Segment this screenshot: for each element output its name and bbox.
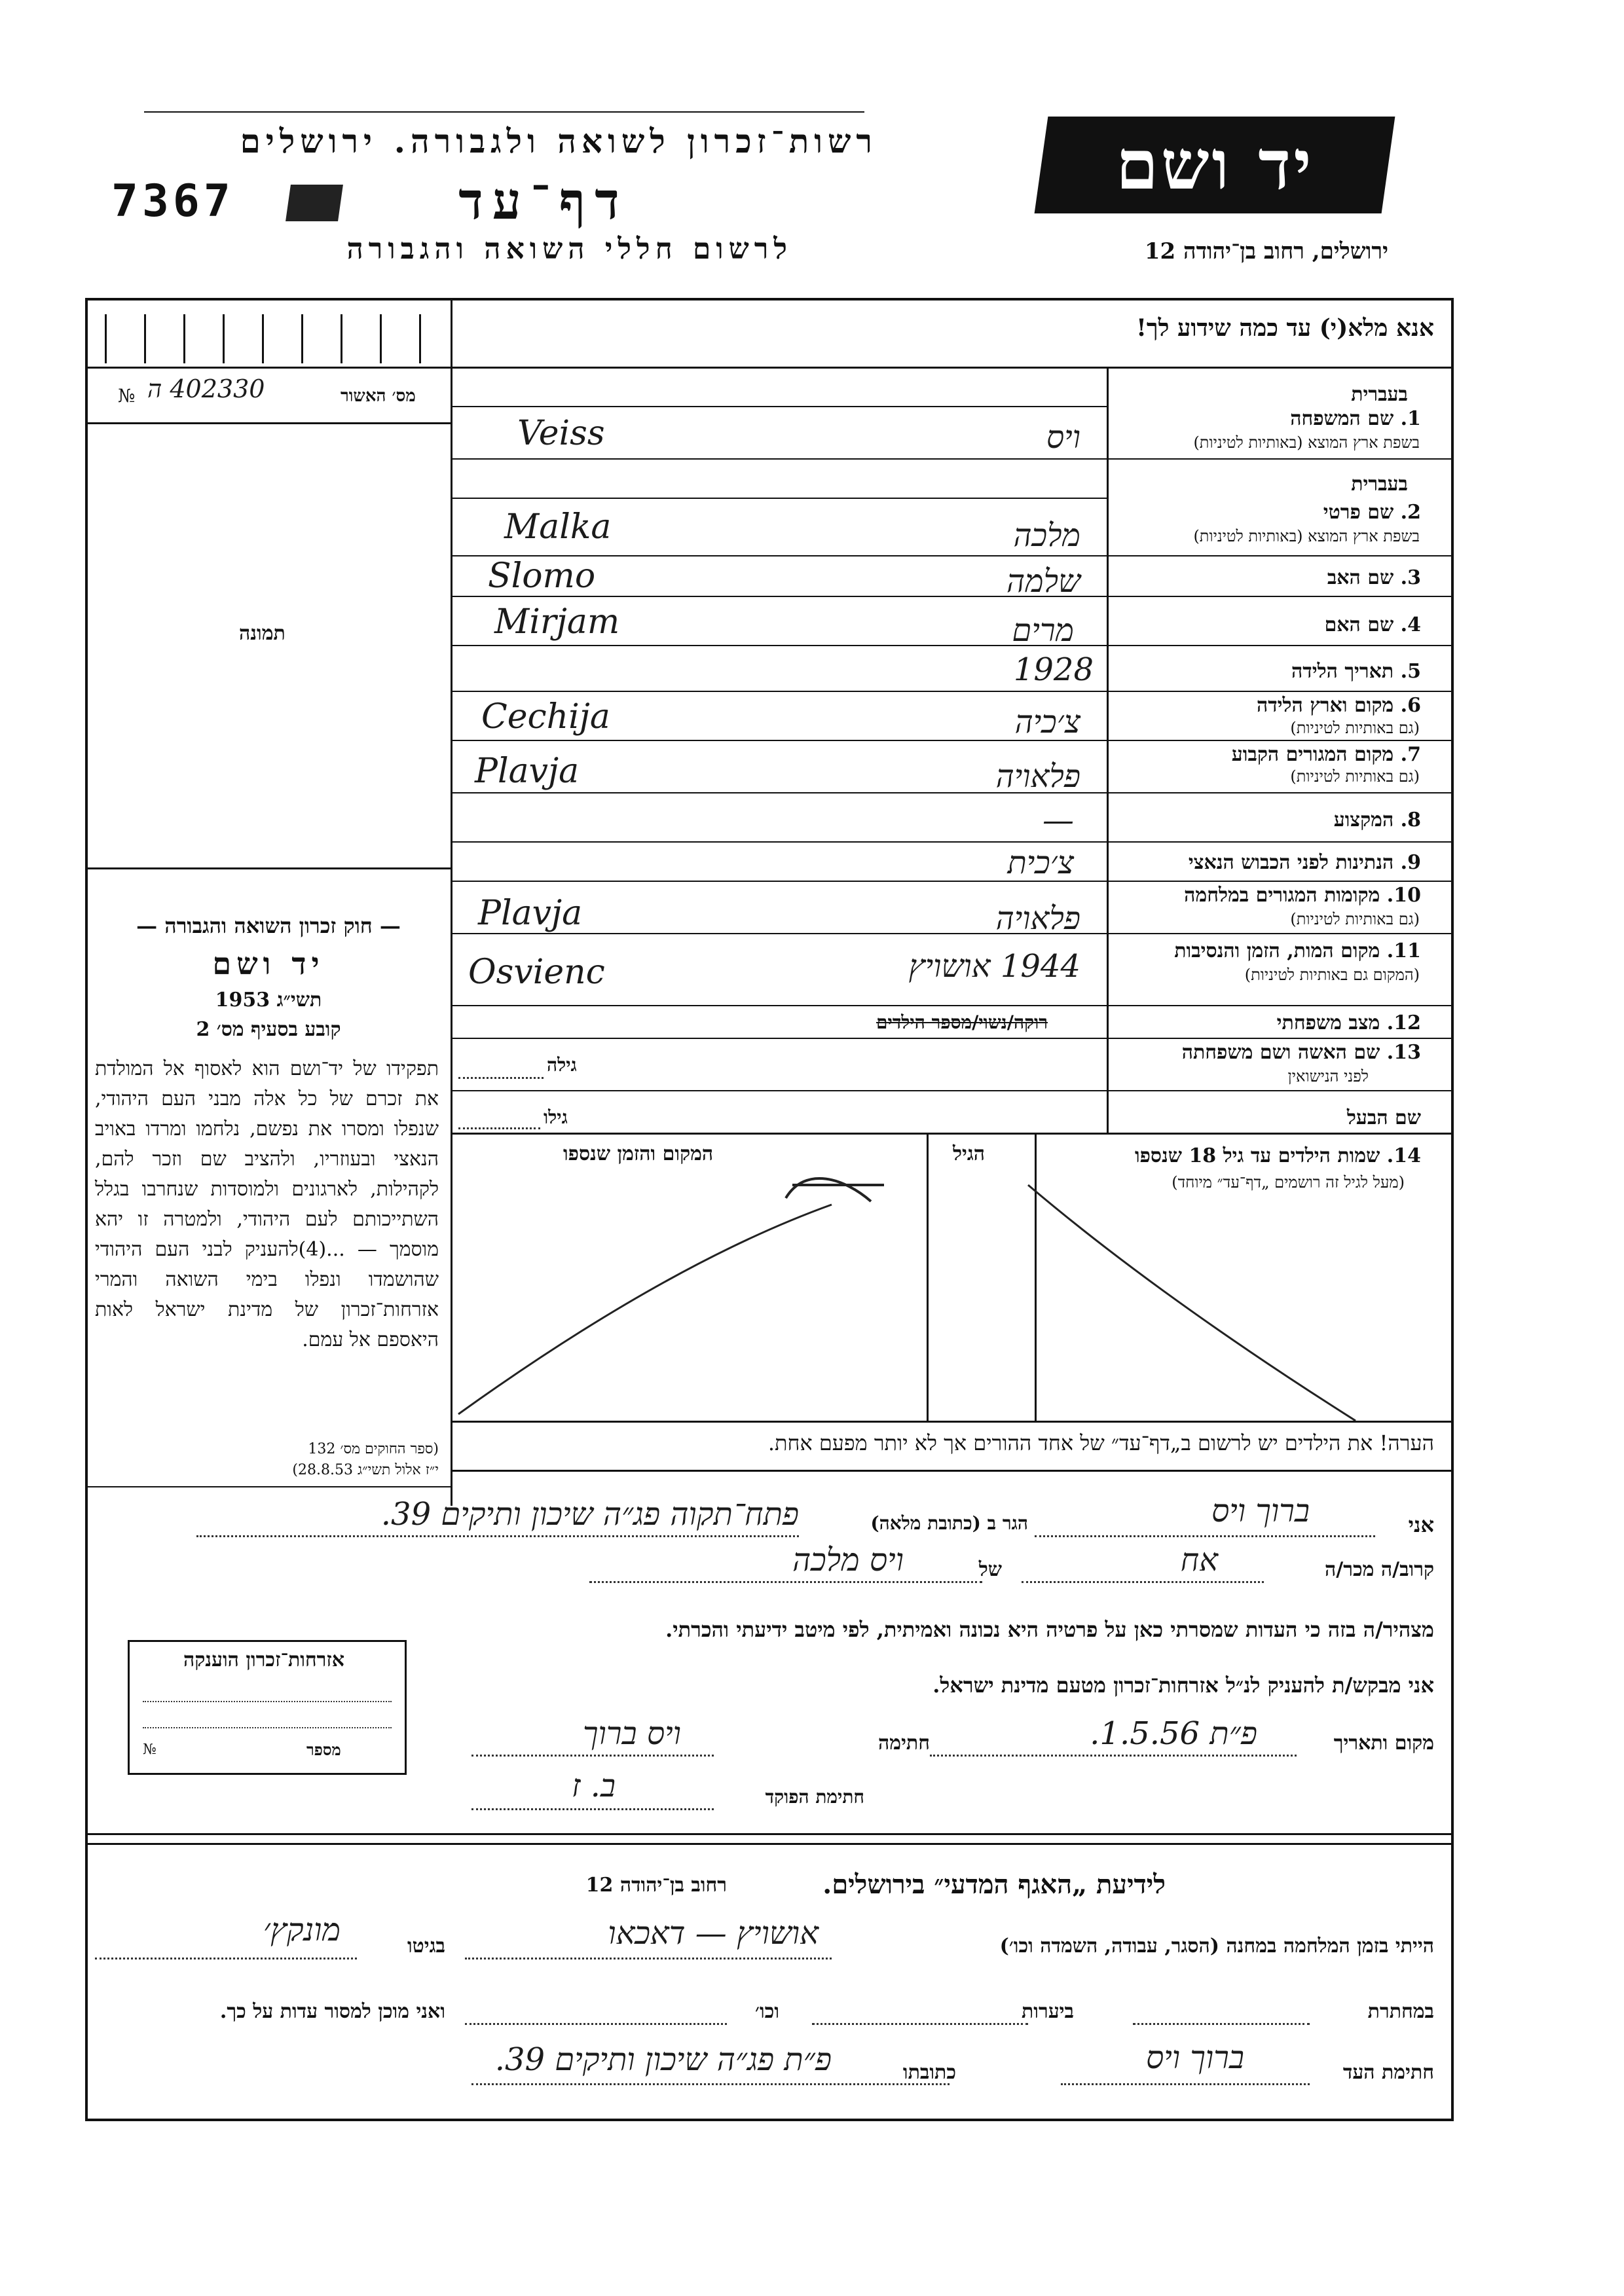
citizenship-no-sign: № xyxy=(143,1741,157,1758)
field-6-num: 6. xyxy=(1400,694,1421,717)
bottom-ready-text: ואני מוכן למסור עדות על כך. xyxy=(219,2000,445,2023)
field-1-hebrew-hdr: בעברית xyxy=(1351,383,1408,406)
decl-ani: אני xyxy=(1408,1512,1434,1537)
field-1-label xyxy=(1290,407,1421,430)
decl-relation-line xyxy=(1022,1581,1264,1583)
law-logo: יד ושם xyxy=(212,946,325,981)
row-sep-4 xyxy=(452,645,1454,646)
row-sep-10 xyxy=(452,933,1454,934)
decl-address: פתח־תקוה פג״ה שיכון ותיקים 39. xyxy=(380,1496,799,1533)
bottom-heading: לידיעת „האגף המדעי״ בירושלים. xyxy=(822,1869,1166,1900)
field-5-date: 1928 xyxy=(1013,651,1094,688)
field-7-sub: (גם באותיות לטיניות) xyxy=(1290,767,1420,786)
row-sep-9 xyxy=(452,881,1454,882)
field-12-text: מצב משפחתי xyxy=(1276,1011,1380,1034)
field-6-hebrew: צ׳כיה xyxy=(1014,704,1080,740)
bottom-forests-line xyxy=(812,2023,1028,2025)
field-5-text: תאריך הלידה xyxy=(1291,660,1394,683)
field-8-num: 8. xyxy=(1400,809,1421,831)
children-note: הערה! את הילדים יש לרשום ב„דף־עד״ של אחד ההורים אך לא יותר מפעם אחת. xyxy=(767,1430,1434,1455)
field-2-sub: בשפת ארץ המוצא (באותיות לטיניות) xyxy=(1193,527,1420,545)
field-husband-label: שם הבעל xyxy=(1346,1106,1421,1129)
law-ref-2: י״ז אלול תשי״ג 28.8.53) xyxy=(292,1462,439,1478)
citizenship-box xyxy=(128,1640,407,1775)
children-age-col: הגיל xyxy=(953,1142,986,1165)
field-4-text: שם האם xyxy=(1324,613,1394,636)
children-bottom xyxy=(452,1421,1454,1423)
row-sep-2b xyxy=(452,555,1454,556)
header-top-rule xyxy=(144,111,864,113)
decl-signature: ויס ברוך xyxy=(583,1715,681,1752)
decl-of-value: ויס מלכה xyxy=(792,1542,904,1578)
bottom-forests-label: ביערות xyxy=(1021,2000,1074,2023)
field-13-age-line xyxy=(458,1077,544,1079)
field-13-num: 13. xyxy=(1386,1041,1421,1064)
field-12-num: 12. xyxy=(1386,1011,1421,1034)
field-12-label xyxy=(1277,1011,1421,1034)
row-sep-12 xyxy=(452,1038,1454,1039)
bottom-double-rule-2 xyxy=(85,1843,1454,1845)
bottom-camp-line xyxy=(465,1958,832,1959)
field-5-label xyxy=(1291,660,1421,683)
field-2-hebrew: מלכה xyxy=(1013,517,1080,554)
field-10-latin: Plavja xyxy=(478,894,583,933)
row-sep-8 xyxy=(452,841,1454,843)
field-2-text: שם פרטי xyxy=(1323,501,1394,524)
row-sep-2 xyxy=(452,498,1107,499)
field-7-text: מקום המגורים הקבוע xyxy=(1231,743,1394,766)
field-7-num: 7. xyxy=(1400,743,1421,766)
decl-officer-line xyxy=(471,1808,714,1810)
field-4-label xyxy=(1325,613,1421,636)
law-ref-1: (ספר החוקים מס׳ 132 xyxy=(308,1441,439,1457)
field-11-text: מקום המות, הזמן והנסיבות xyxy=(1174,939,1380,962)
field-1-latin: Veiss xyxy=(517,414,605,453)
approval-number: 402330 ה xyxy=(147,374,265,403)
decl-of-line xyxy=(589,1581,982,1583)
field-1-hebrew: ויס xyxy=(1046,419,1080,456)
field-10-hebrew: פלאויה xyxy=(995,900,1080,937)
citizenship-title: אזרחות־זכרון הוענקה xyxy=(183,1649,345,1671)
field-8-label xyxy=(1334,809,1421,831)
decl-name: ברוך ויס xyxy=(1211,1493,1310,1529)
bottom-camp-label: הייתי בזמן המלחמה במחנה (הסגר, עבודה, השמדה וכו׳) xyxy=(999,1935,1434,1958)
bottom-double-rule-1 xyxy=(85,1833,1454,1835)
photo-bottom xyxy=(85,867,452,869)
field-3-label xyxy=(1327,566,1421,589)
field-1-text: שם המשפחה xyxy=(1290,407,1394,430)
decl-place-date-line xyxy=(930,1755,1297,1757)
field-13-sub: לפני הנישואין xyxy=(1287,1067,1369,1085)
row-sep-1b xyxy=(452,458,1454,460)
decl-relative-label: קרוב/ה מכר/ה xyxy=(1325,1558,1434,1581)
field-9-label xyxy=(1189,851,1421,874)
field-13-age-label: גילה xyxy=(547,1054,577,1076)
field-11-hebrew: 1944 אושויץ xyxy=(908,948,1080,985)
bottom-witness-sig-label: חתימת העד xyxy=(1342,2061,1434,2084)
field-9-num: 9. xyxy=(1400,851,1421,874)
field-7-hebrew: פלאויה xyxy=(995,758,1080,795)
field-2-label xyxy=(1323,501,1421,524)
bottom-ghetto-value: מונקץ׳ xyxy=(263,1912,341,1948)
logo-text: יד ושם xyxy=(1115,124,1314,205)
bottom-address-line xyxy=(471,2083,950,2085)
field-11-sub: (המקום גם באותיות לטיניות) xyxy=(1244,966,1420,984)
field-6-sub: (גם באותיות לטיניות) xyxy=(1290,719,1420,737)
row-sep-7 xyxy=(452,792,1454,793)
field-2-hebrew-hdr: בעברית xyxy=(1351,473,1408,496)
law-title: — חוק זכרון השואה והגבורה — xyxy=(136,913,401,938)
decl-relation: אח xyxy=(1180,1542,1218,1578)
field-7-latin: Plavja xyxy=(475,752,580,791)
field-3-num: 3. xyxy=(1400,566,1421,589)
decl-of-label: של xyxy=(978,1558,1002,1581)
field-1-num: 1. xyxy=(1400,407,1421,430)
row-sep-13 xyxy=(452,1090,1454,1091)
field-4-latin: Mirjam xyxy=(494,602,620,642)
field-10-label xyxy=(1184,884,1421,907)
approval-tick-boxes xyxy=(105,308,432,363)
declaration-top-rule xyxy=(452,1470,1454,1472)
bottom-etc-label: וכו׳ xyxy=(755,2000,779,2023)
decl-name-line xyxy=(1035,1535,1375,1537)
form-subtitle: לרשום חללי השואה והגבורה xyxy=(346,232,792,266)
field-12-value: רוקה/נשוי/מספר הילדים xyxy=(876,1011,1048,1033)
bottom-address-value: פ״ת פג״ה שיכון ותיקים 39. xyxy=(494,2041,832,2078)
decl-address-line xyxy=(196,1535,799,1537)
law-section: קובע בסעיף מס׳ 2 xyxy=(196,1018,341,1041)
form-title: דף־עד xyxy=(458,172,629,231)
instruction-text: אנא מלא(י) עד כמה שידוע לך! xyxy=(1136,314,1434,342)
decl-statement-2: אני מבקש/ת להעניק לנ״ל אזרחות־זכרון מטעם מדינת ישראל. xyxy=(932,1673,1434,1698)
field-1-sub: בשפת ארץ המוצא (באותיות לטיניות) xyxy=(1193,433,1420,452)
field-6-latin: Cechija xyxy=(481,697,610,737)
field-13-text: שם האשה ושם משפחתה xyxy=(1181,1041,1380,1064)
field-10-num: 10. xyxy=(1386,884,1421,907)
bottom-etc-line xyxy=(465,2023,727,2025)
yad-vashem-logo xyxy=(1035,117,1395,213)
field-4-hebrew: מרים xyxy=(1012,612,1074,649)
field-husband-age-line xyxy=(458,1127,540,1129)
field-6-label xyxy=(1257,694,1421,717)
field-3-hebrew: שלמה xyxy=(1006,563,1080,600)
row-sep-3 xyxy=(452,596,1454,597)
bottom-ghetto-label: בגיטו xyxy=(407,1935,445,1958)
decl-officer-label: חתימת הפוקד xyxy=(765,1786,864,1808)
decl-signature-line xyxy=(471,1755,714,1757)
citizenship-line-2 xyxy=(143,1727,392,1728)
children-sub: (מעל לגיל זה רושמים „דף־עד״ מיוחד) xyxy=(1172,1173,1405,1192)
field-11-latin: Osvienc xyxy=(468,953,605,992)
law-bottom xyxy=(85,1486,452,1487)
bottom-ghetto-line xyxy=(95,1958,357,1959)
decl-place-date: פ״ת 1.5.56. xyxy=(1090,1715,1257,1752)
field-8-value: — xyxy=(1043,802,1074,839)
law-body: תפקידו של יד־ושם הוא לאסוף אל המולדת את זכרם של כל אלה מבני העם היהודי, שנפלו ומסרו את נפשם, נלחמו ומרדו באויב הנאצי ובעוזריו, ולהציב שם וזכר להם, לקהילות, לארגונים ולמוסדות שנחרבו בגלל השתייכותם לעם היהודי, ולמטרה זו יהא מוסמך — ...(4)להעניק לבני העם היהודי שהושמדו ונפלו בימי השואה והמרי אזרחות־זכרון של מדינת ישראל לאות היאספם אל עמם. xyxy=(95,1057,439,1351)
decl-statement-1: מצהיר/ה בזה כי העדות שמסרתי כאן על פרטיה היא נכונה ואמיתית, לפי מיטב ידיעתי והכרתי. xyxy=(665,1617,1434,1642)
field-10-text: מקומות המגורים במלחמה xyxy=(1184,884,1380,907)
bottom-witness-sig: ברוך ויס xyxy=(1146,2039,1244,2076)
field-5-num: 5. xyxy=(1400,660,1421,683)
field-9-value: צ׳כית xyxy=(1007,845,1074,881)
decl-resides-label: הגר ב (כתובת מלאה) xyxy=(870,1512,1028,1534)
field-10-sub: (גם באותיות לטיניות) xyxy=(1290,910,1420,928)
form-number-smudge xyxy=(286,185,343,221)
bottom-underground-line xyxy=(1133,2023,1310,2025)
header-address: ירושלים, רחוב בן־יהודה 12 xyxy=(1144,238,1388,264)
bottom-camp-value: אושויץ — דאכאו xyxy=(608,1915,819,1952)
field-4-num: 4. xyxy=(1400,613,1421,636)
decl-place-date-label: מקום ותאריך xyxy=(1333,1732,1434,1755)
field-13-label xyxy=(1182,1041,1421,1064)
bottom-underground-label: במחתרת xyxy=(1367,2000,1434,2023)
bottom-heading-address: רחוב בן־יהודה 12 xyxy=(585,1874,727,1897)
field-7-label xyxy=(1232,743,1421,766)
row-sep-1 xyxy=(452,406,1107,407)
approval-no-sign: № xyxy=(118,385,136,407)
children-place-col: המקום והזמן שנספו xyxy=(563,1142,714,1165)
law-year: תשי״ג 1953 xyxy=(215,989,322,1011)
row-sep-11 xyxy=(452,1005,1454,1006)
field-husband-age-label: גילו xyxy=(544,1106,568,1128)
form-number: 7367 xyxy=(111,175,234,227)
citizenship-line-1 xyxy=(143,1701,392,1702)
approval-row-bottom xyxy=(85,422,452,424)
children-num: 14. xyxy=(1386,1144,1421,1167)
field-3-latin: Slomo xyxy=(488,556,596,596)
field-3-text: שם האב xyxy=(1327,566,1394,589)
decl-signature-label: חתימה xyxy=(878,1732,930,1755)
bottom-witness-sig-line xyxy=(1061,2083,1310,2085)
approval-label: מס׳ האשור xyxy=(341,386,416,406)
row-sep-5 xyxy=(452,691,1454,692)
field-2-latin: Malka xyxy=(504,507,612,547)
field-9-text: הנתינות לפני הכבוש הנאצי xyxy=(1188,851,1394,874)
field-11-label xyxy=(1174,939,1421,962)
field-11-num: 11. xyxy=(1386,939,1421,962)
field-8-text: המקצוע xyxy=(1333,809,1394,831)
bottom-address-label: כתובתו xyxy=(902,2061,956,2084)
field-2-num: 2. xyxy=(1400,501,1421,524)
children-text: שמות הילדים עד גיל 18 שנספו xyxy=(1134,1144,1380,1167)
photo-label: תמונה xyxy=(239,622,286,645)
decl-officer-sig: ב. ז xyxy=(571,1768,616,1804)
children-strike-lines xyxy=(452,1133,1454,1421)
authority-title: רשות־זכרון לשואה ולגבורה. ירושלים xyxy=(240,122,877,160)
label-column-divider xyxy=(1107,367,1109,1133)
field-6-text: מקום וארץ הלידה xyxy=(1256,694,1394,717)
row-sep-6 xyxy=(452,740,1454,741)
approval-row-top xyxy=(85,367,1454,369)
citizenship-number-label: מספר xyxy=(306,1740,341,1759)
